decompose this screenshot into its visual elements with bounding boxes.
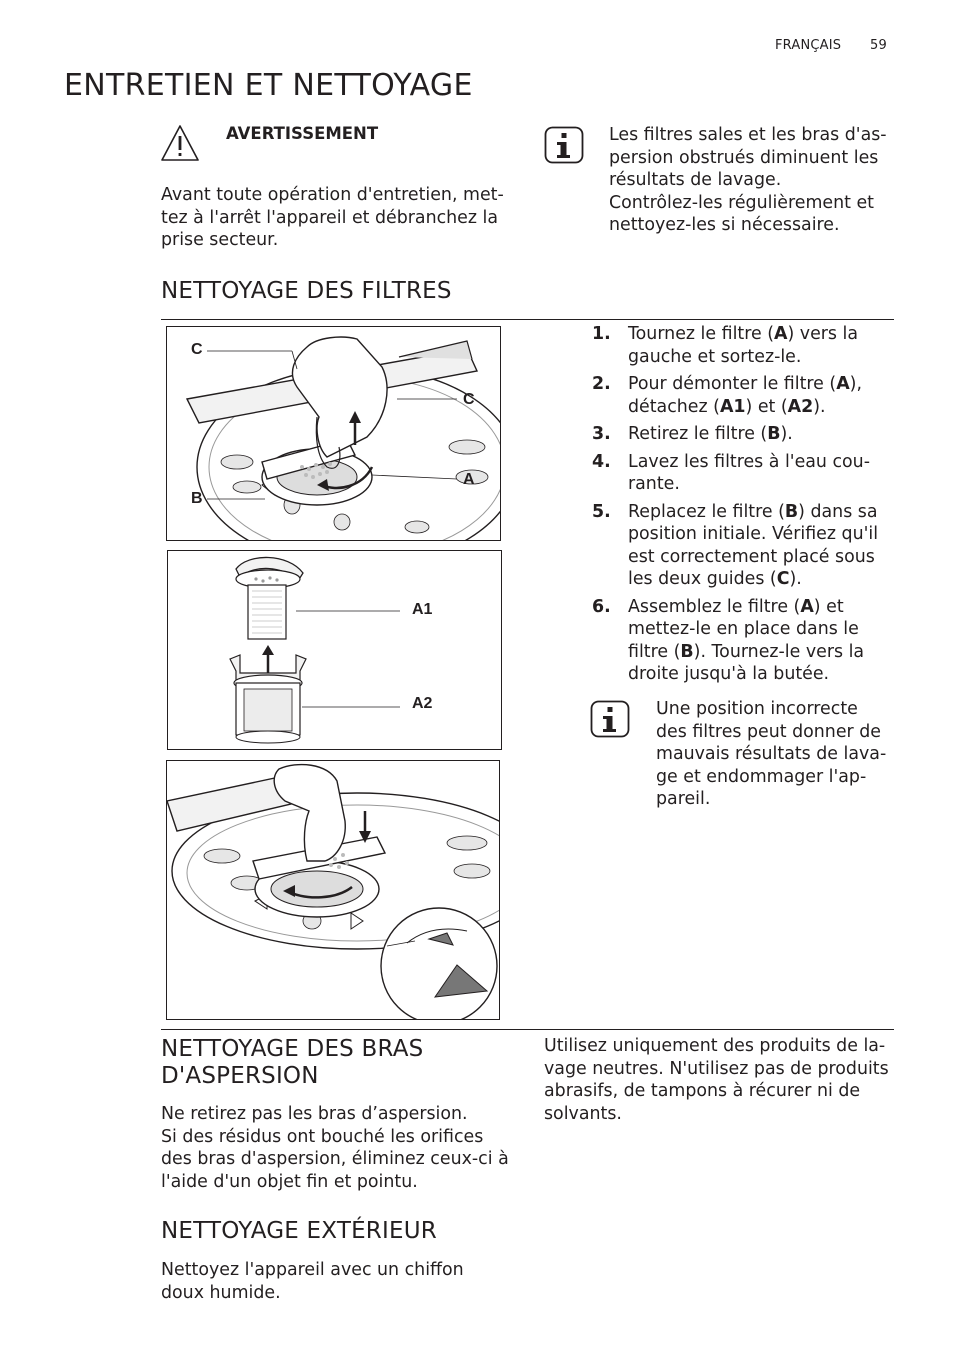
- page-number: 59: [870, 38, 887, 53]
- step-line: Lavez les filtres à l'eau cou-: [628, 451, 870, 472]
- warning-heading: AVERTISSEMENT: [226, 124, 379, 143]
- exterior-line: Nettoyez l'appareil avec un chiffon: [161, 1260, 464, 1280]
- steps-list: [592, 323, 892, 691]
- step-line: détachez (A1) et (A2).: [628, 396, 826, 417]
- step-item: [592, 423, 892, 446]
- info-icon: [590, 700, 630, 738]
- section-divider: [161, 1029, 894, 1030]
- detergent-line: vage neutres. N'utilisez pas de produits: [544, 1058, 889, 1079]
- step-line: est correctement placé sous: [628, 546, 875, 567]
- info-line: persion obstrués diminuent les: [609, 147, 879, 168]
- filters-info-text: [656, 698, 896, 811]
- step-text: [628, 373, 892, 418]
- step-line: Replacez le filtre (B) dans sa: [628, 501, 878, 522]
- detergent-text: [544, 1035, 914, 1125]
- step-line: position initiale. Vérifiez qu'il: [628, 524, 879, 544]
- filter-install-illustration: [167, 761, 499, 1019]
- step-number: 3.: [592, 424, 611, 444]
- exterior-text: [161, 1259, 531, 1304]
- warning-line: tez à l'arrêt l'appareil et débranchez la: [161, 207, 499, 228]
- step-text: [628, 423, 892, 446]
- info-line: Contrôlez-les régulièrement et: [609, 192, 874, 213]
- label-c-right: C: [463, 391, 475, 408]
- label-a: A: [463, 471, 475, 488]
- filter-parts-illustration: [168, 551, 501, 749]
- step-line: mettez-le en place dans le: [628, 619, 859, 639]
- step-line: droite jusqu'à la butée.: [628, 664, 830, 684]
- spray-line: Ne retirez pas les bras d’aspersion.: [161, 1104, 468, 1124]
- info-line: ge et endommager l'ap-: [656, 766, 867, 787]
- step-item: [592, 451, 892, 496]
- spray-line: Si des résidus ont bouché les orifices: [161, 1126, 484, 1147]
- step-text: [628, 596, 892, 686]
- info-line: Une position incorrecte: [656, 699, 858, 719]
- step-line: gauche et sortez-le.: [628, 346, 802, 367]
- step-item: [592, 501, 892, 591]
- label-c-left: C: [191, 341, 203, 358]
- spray-heading: [161, 1036, 423, 1090]
- step-number: 1.: [592, 324, 611, 344]
- step-line: Retirez le filtre (B).: [628, 424, 793, 444]
- info-line: mauvais résultats de lava-: [656, 744, 887, 764]
- figure-filter-parts: [167, 550, 502, 750]
- spray-line: l'aide d'un objet fin et pointu.: [161, 1171, 418, 1192]
- step-number: 2.: [592, 374, 611, 394]
- spray-text: [161, 1103, 531, 1193]
- info-line: nettoyez-les si nécessaire.: [609, 215, 840, 235]
- step-line: Assemblez le filtre (A) et: [628, 596, 844, 617]
- section-divider: [161, 319, 894, 320]
- label-a1: A1: [412, 601, 433, 618]
- warning-text: [161, 184, 521, 252]
- filter-removal-illustration: [167, 327, 500, 540]
- step-line: rante.: [628, 474, 680, 494]
- step-number: 4.: [592, 451, 611, 472]
- warning-icon: [160, 124, 200, 162]
- figure-filter-removal: [166, 326, 501, 541]
- info-line: Les filtres sales et les bras d'as-: [609, 125, 887, 145]
- step-text: [628, 501, 892, 591]
- filters-heading: NETTOYAGE DES FILTRES: [161, 278, 452, 304]
- step-item: [592, 596, 892, 686]
- step-text: [628, 323, 892, 368]
- step-item: [592, 323, 892, 368]
- info-icon: [544, 126, 584, 164]
- spray-heading-line: D'ASPERSION: [161, 1063, 319, 1089]
- header-language: FRANÇAIS: [775, 38, 842, 53]
- detergent-line: abrasifs, de tampons à récurer ni de: [544, 1081, 861, 1101]
- figure-filter-install: [166, 760, 500, 1020]
- warning-line: prise secteur.: [161, 230, 279, 250]
- step-item: [592, 373, 892, 418]
- info-line: pareil.: [656, 789, 711, 809]
- spray-heading-line: NETTOYAGE DES BRAS: [161, 1036, 424, 1062]
- page-title: ENTRETIEN ET NETTOYAGE: [64, 68, 473, 103]
- label-b: B: [191, 490, 203, 507]
- exterior-line: doux humide.: [161, 1282, 281, 1303]
- info-top-text: [609, 124, 909, 237]
- warning-line: Avant toute opération d'entretien, met-: [161, 185, 504, 205]
- exterior-heading: NETTOYAGE EXTÉRIEUR: [161, 1218, 437, 1244]
- info-line: des filtres peut donner de: [656, 721, 881, 742]
- spray-line: des bras d'aspersion, éliminez ceux-ci à: [161, 1149, 509, 1169]
- step-line: filtre (B). Tournez-le vers la: [628, 641, 865, 662]
- step-line: Tournez le filtre (A) vers la: [628, 324, 859, 344]
- step-text: [628, 451, 892, 496]
- detergent-line: Utilisez uniquement des produits de la-: [544, 1036, 886, 1056]
- step-number: 6.: [592, 596, 611, 617]
- step-number: 5.: [592, 501, 611, 522]
- detergent-line: solvants.: [544, 1103, 622, 1124]
- label-a2: A2: [412, 695, 433, 712]
- step-line: les deux guides (C).: [628, 569, 802, 589]
- info-line: résultats de lavage.: [609, 170, 782, 190]
- step-line: Pour démonter le filtre (A),: [628, 374, 862, 394]
